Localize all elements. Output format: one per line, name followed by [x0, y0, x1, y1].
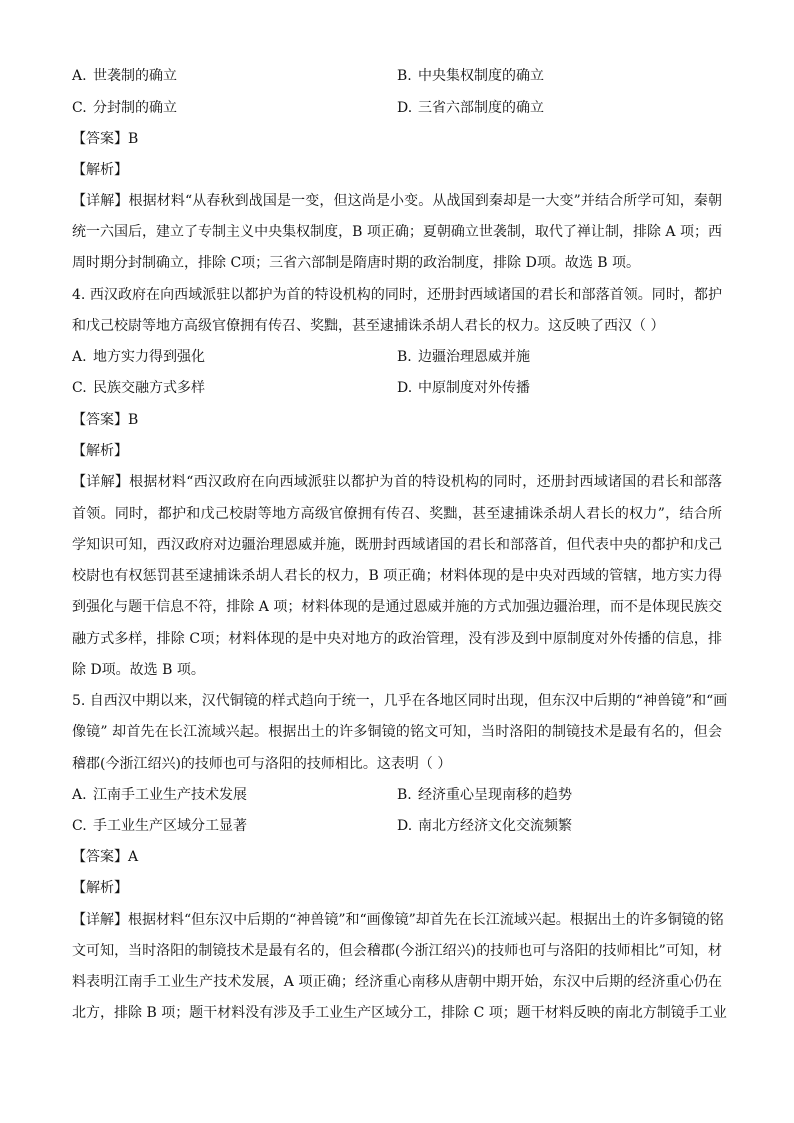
explanation-line: 北方，排除 B 项；题干材料没有涉及手工业生产区域分工，排除 C 项；题干材料反映的南北方制镜手工业	[72, 1005, 727, 1021]
explanation-line: 【详解】根据材料“西汉政府在向西域派驻以都护为首的特设机构的同时，还册封西域诸国的君长和部落	[72, 474, 722, 490]
question-line: 5. 自西汉中期以来，汉代铜镜的样式趋向于统一，几乎在各地区同时出现，但东汉中后期的“神兽镜”和“画	[72, 693, 728, 709]
question-line: 稽郡(今浙江绍兴)的技师也可与洛阳的技师相比。这表明（ ）	[72, 756, 452, 772]
analysis-label: 【解析】	[72, 443, 128, 459]
explanation-line: 校尉也有权惩罚甚至逮捕诛杀胡人君长的权力，B 项正确；材料体现的是中央对西域的管辖，地方实力得	[72, 568, 722, 584]
option-a: A. 地方实力得到强化	[72, 349, 205, 365]
question-line: 和戊己校尉等地方高级官僚拥有传召、奖黜，甚至逮捕诛杀胡人君长的权力。这反映了西汉（ ）	[72, 318, 665, 334]
explanation-line: 料表明江南手工业生产技术发展，A 项正确；经济重心南移从唐朝中期开始，东汉中后期的经济重心仍在	[72, 974, 722, 990]
option-a: A. 世袭制的确立	[72, 68, 177, 84]
answer-label: 【答案】B	[72, 412, 139, 428]
option-c: C. 民族交融方式多样	[72, 380, 205, 396]
answer-label: 【答案】A	[72, 849, 139, 865]
analysis-label: 【解析】	[72, 880, 128, 896]
option-b: B. 边疆治理恩威并施	[397, 349, 530, 365]
explanation-line: 【详解】根据材料“但东汉中后期的“神兽镜”和“画像镜”却首先在长江流域兴起。根据出土的许多铜镜的铭	[72, 912, 724, 928]
option-d: D. 三省六部制度的确立	[397, 100, 544, 116]
option-b: B. 中央集权制度的确立	[397, 68, 544, 84]
option-a: A. 江南手工业生产技术发展	[72, 787, 247, 803]
explanation-line: 周时期分封制确立，排除 C项；三省六部制是隋唐时期的政治制度，排除 D项。故选 B 项。	[72, 255, 641, 271]
explanation-line: 到强化与题干信息不符，排除 A 项；材料体现的是通过恩威并施的方式加强边疆治理，而不是体现民族交	[72, 599, 722, 615]
explanation-line: 学知识可知，西汉政府对边疆治理恩威并施，既册封西域诸国的君长和部落首，但代表中央的都护和戊己	[72, 537, 722, 553]
explanation-line: 融方式多样，排除 C项；材料体现的是中央对地方的政治管理，没有涉及到中原制度对外传播的信息，排	[72, 631, 722, 647]
question-line: 像镜” 却首先在长江流域兴起。根据出土的许多铜镜的铭文可知，当时洛阳的制镜技术是最有名的，但会	[72, 724, 722, 740]
option-c: C. 手工业生产区域分工显著	[72, 818, 247, 834]
explanation-line: 【详解】根据材料“从春秋到战国是一变，但这尚是小变。从战国到秦却是一大变”并结合所学可知，秦朝	[72, 193, 722, 209]
explanation-line: 除 D项。故选 B 项。	[72, 662, 205, 678]
option-d: D. 中原制度对外传播	[397, 380, 530, 396]
option-d: D. 南北方经济文化交流频繁	[397, 818, 572, 834]
answer-label: 【答案】B	[72, 131, 139, 147]
explanation-line: 首领。同时，都护和戊己校尉等地方高级官僚拥有传召、奖黜，甚至逮捕诛杀胡人君长的权力”，结合所	[72, 506, 722, 522]
option-b: B. 经济重心呈现南移的趋势	[397, 787, 572, 803]
explanation-line: 统一六国后，建立了专制主义中央集权制度，B 项正确；夏朝确立世袭制，取代了禅让制，排除 A 项；西	[72, 224, 722, 240]
explanation-line: 文可知，当时洛阳的制镜技术是最有名的，但会稽郡(今浙江绍兴)的技师也可与洛阳的技师相比”可知，材	[72, 943, 722, 959]
analysis-label: 【解析】	[72, 162, 128, 178]
question-line: 4. 西汉政府在向西域派驻以都护为首的特设机构的同时，还册封西域诸国的君长和部落首领。同时，都护	[72, 287, 722, 303]
option-c: C. 分封制的确立	[72, 100, 177, 116]
